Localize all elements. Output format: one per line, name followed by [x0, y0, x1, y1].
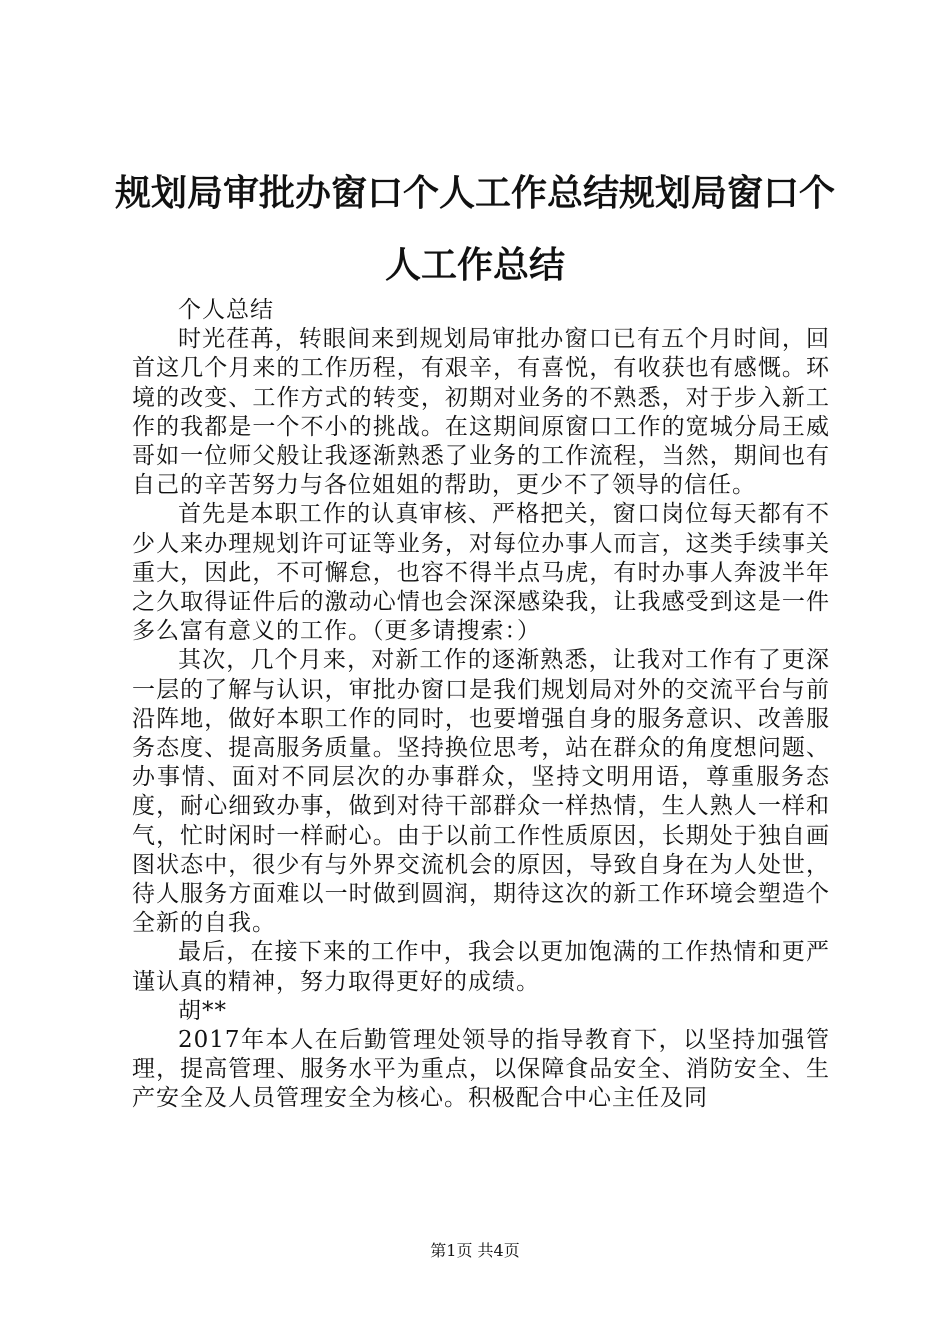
document-body: [132, 296, 830, 1114]
page-number-footer: 第1页 共4页: [430, 1241, 520, 1260]
paragraph: 其次，几个月来，对新工作的逐渐熟悉，让我对工作有了更深一层的了解与认识，审批办窗口是我们规划局对外的交流平台与前沿阵地，做好本职工作的同时，也要增强自身的服务意识、改善服务态度、提高服务质量。坚持换位思考，站在群众的角度想问题、办事情、面对不同层次的办事群众，坚持文明用语，尊重服务态度，耐心细致办事，做到对待干部群众一样热情，生人熟人一样和气，忙时闲时一样耐心。由于以前工作性质原因，长期处于独自画图状态中，很少有与外界交流机会的原因，导致自身在为人处世，待人服务方面难以一时做到圆润，期待这次的新工作环境会塑造个全新的自我。: [132, 647, 830, 937]
document-title: 规划局审批办窗口个人工作总结规划局窗口个人工作总结: [114, 173, 835, 286]
paragraph: 2017年本人在后勤管理处领导的指导教育下，以坚持加强管理，提高管理、服务水平为重点，以保障食品安全、消防安全、生产安全及人员管理安全为核心。积极配合中心主任及同: [132, 1027, 830, 1112]
paragraph: 最后，在接下来的工作中，我会以更加饱满的工作热情和更严谨认真的精神，努力取得更好的成绩。: [132, 939, 830, 995]
paragraph: 时光荏苒，转眼间来到规划局审批办窗口已有五个月时间，回首这几个月来的工作历程，有艰辛，有喜悦，有收获也有感慨。环境的改变、工作方式的转变，初期对业务的不熟悉，对于步入新工作的我都是一个不小的挑战。在这期间原窗口工作的宽城分局王威哥如一位师父般让我逐渐熟悉了业务的工作流程，当然，期间也有自己的辛苦努力与各位姐姐的帮助，更少不了领导的信任。: [132, 326, 830, 499]
paragraph: 首先是本职工作的认真审核、严格把关，窗口岗位每天都有不少人来办理规划许可证等业务，对每位办事人而言，这类手续事关重大，因此，不可懈怠，也容不得半点马虎，有时办事人奔波半年之久取得证件后的激动心情也会深深感染我，让我感受到这是一件多么富有意义的工作。（更多请搜索：）: [132, 501, 830, 645]
author-name: 胡**: [178, 997, 227, 1024]
section-label: 个人总结: [178, 297, 274, 323]
